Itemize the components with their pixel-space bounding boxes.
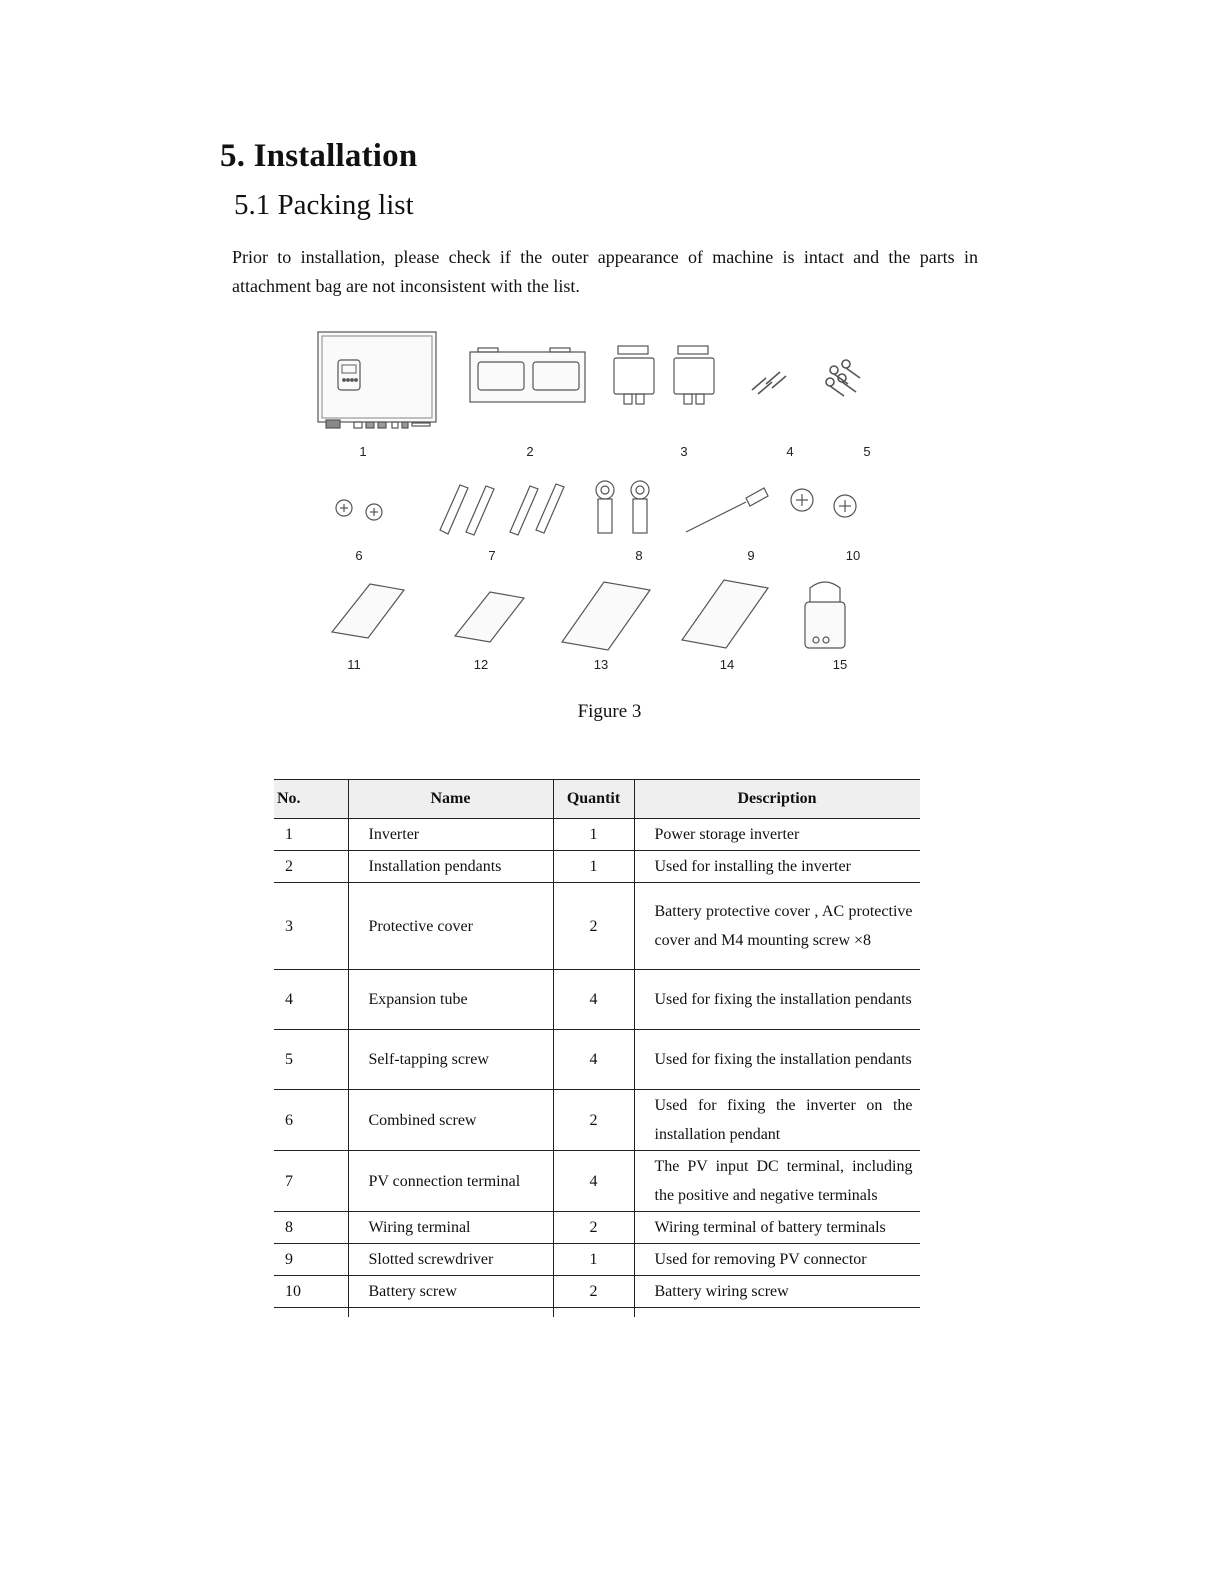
- wiring-terminal-drawing: [596, 481, 649, 533]
- item-number: 14: [719, 657, 735, 672]
- cell-no: 1: [274, 819, 348, 851]
- item-number: 13: [593, 657, 609, 672]
- ct-sensor-drawing: [805, 582, 845, 648]
- inverter-drawing: [318, 332, 436, 428]
- table-row: [274, 1151, 920, 1212]
- cell-description: Battery protective cover , AC protective cover and M4 mounting screw ×8: [634, 883, 920, 970]
- cell-name: Wiring terminal: [348, 1212, 553, 1244]
- table-row: [274, 1276, 920, 1308]
- cell-name: Battery screw: [348, 1276, 553, 1308]
- cell-description: Used for fixing the inverter on the installation pendant: [634, 1090, 920, 1151]
- packing-list-figure: [300, 320, 900, 680]
- cell-name: Expansion tube: [348, 970, 553, 1030]
- cell-quantity: 2: [553, 1090, 634, 1151]
- table-row-cut-off: [274, 1308, 920, 1318]
- item-number: 7: [488, 548, 496, 563]
- cell-name: Combined screw: [348, 1090, 553, 1151]
- cell-name: Inverter: [348, 819, 553, 851]
- item-number: 8: [635, 548, 643, 563]
- table-row: [274, 883, 920, 970]
- cell-quantity: 4: [553, 970, 634, 1030]
- cell-description: Power storage inverter: [634, 819, 920, 851]
- cell-name: PV connection terminal: [348, 1151, 553, 1212]
- cell-no: 7: [274, 1151, 348, 1212]
- item-number: 9: [747, 548, 755, 563]
- cell-name: Installation pendants: [348, 851, 553, 883]
- cell-description: Used for installing the inverter: [634, 851, 920, 883]
- item-number: 4: [786, 444, 794, 459]
- table-row: [274, 970, 920, 1030]
- combined-screw-drawing: [336, 500, 382, 520]
- column-header-name: Name: [348, 780, 553, 819]
- cell-no: 6: [274, 1090, 348, 1151]
- packing-list-table-container: [274, 779, 920, 1317]
- item-number: 11: [347, 657, 361, 672]
- cell-name: Protective cover: [348, 883, 553, 970]
- cell-name: Self-tapping screw: [348, 1030, 553, 1090]
- cell-description: Wiring terminal of battery terminals: [634, 1212, 920, 1244]
- pv-connector-drawing: [440, 484, 564, 535]
- item-number: 15: [832, 657, 848, 672]
- cell-quantity: 4: [553, 1151, 634, 1212]
- table-row: [274, 1090, 920, 1151]
- pendant-drawing: [470, 348, 585, 402]
- cell-no: 3: [274, 883, 348, 970]
- battery-screw-drawing: [791, 489, 856, 517]
- cell-description: The PV input DC terminal, including the positive and negative terminals: [634, 1151, 920, 1212]
- cell-quantity: 1: [553, 1244, 634, 1276]
- cell-no: 9: [274, 1244, 348, 1276]
- item-number: 5: [863, 444, 871, 459]
- cell-description: Used for removing PV connector: [634, 1244, 920, 1276]
- table-row: [274, 1030, 920, 1090]
- item-number: 1: [359, 444, 367, 459]
- figure-caption: Figure 3: [577, 701, 642, 722]
- intro-line-1: Prior to installation, please check if the outer appearance of machine is intact and the parts in: [232, 247, 978, 267]
- table-row: [274, 1244, 920, 1276]
- cell-no: 8: [274, 1212, 348, 1244]
- parts-illustration: [300, 320, 900, 680]
- cell-no: 4: [274, 970, 348, 1030]
- cell-no: 5: [274, 1030, 348, 1090]
- screwdriver-drawing: [686, 488, 768, 532]
- intro-line-2: attachment bag are not inconsistent with the list.: [232, 276, 580, 296]
- subsection-heading: 5.1 Packing list: [234, 189, 414, 221]
- table-header-row: [274, 780, 920, 819]
- item-number: 2: [526, 444, 534, 459]
- column-header-no: No.: [274, 780, 348, 819]
- cell-name: Slotted screwdriver: [348, 1244, 553, 1276]
- cell-quantity: 2: [553, 1212, 634, 1244]
- cell-quantity: 1: [553, 819, 634, 851]
- cell-quantity: 1: [553, 851, 634, 883]
- item-number: 12: [473, 657, 489, 672]
- packing-list-table: [274, 779, 920, 1317]
- table-row: [274, 851, 920, 883]
- expansion-tube-drawing: [752, 372, 786, 394]
- item-number: 3: [680, 444, 688, 459]
- column-header-description: Description: [634, 780, 920, 819]
- self-tapping-screw-drawing: [826, 360, 860, 396]
- item-number: 6: [355, 548, 363, 563]
- table-row: [274, 819, 920, 851]
- cell-description: Battery wiring screw: [634, 1276, 920, 1308]
- manual-drawing: [332, 580, 768, 650]
- cell-no: 2: [274, 851, 348, 883]
- intro-paragraph: [232, 243, 978, 301]
- cell-quantity: 2: [553, 883, 634, 970]
- section-heading: 5. Installation: [220, 138, 418, 174]
- cell-quantity: 4: [553, 1030, 634, 1090]
- cell-description: Used for fixing the installation pendants: [634, 1030, 920, 1090]
- cell-quantity: 2: [553, 1276, 634, 1308]
- cell-no: 10: [274, 1276, 348, 1308]
- column-header-quantity: Quantit: [553, 780, 634, 819]
- protective-cover-drawing: [614, 346, 714, 404]
- cell-description: Used for fixing the installation pendants: [634, 970, 920, 1030]
- item-number: 10: [845, 548, 861, 563]
- table-row: [274, 1212, 920, 1244]
